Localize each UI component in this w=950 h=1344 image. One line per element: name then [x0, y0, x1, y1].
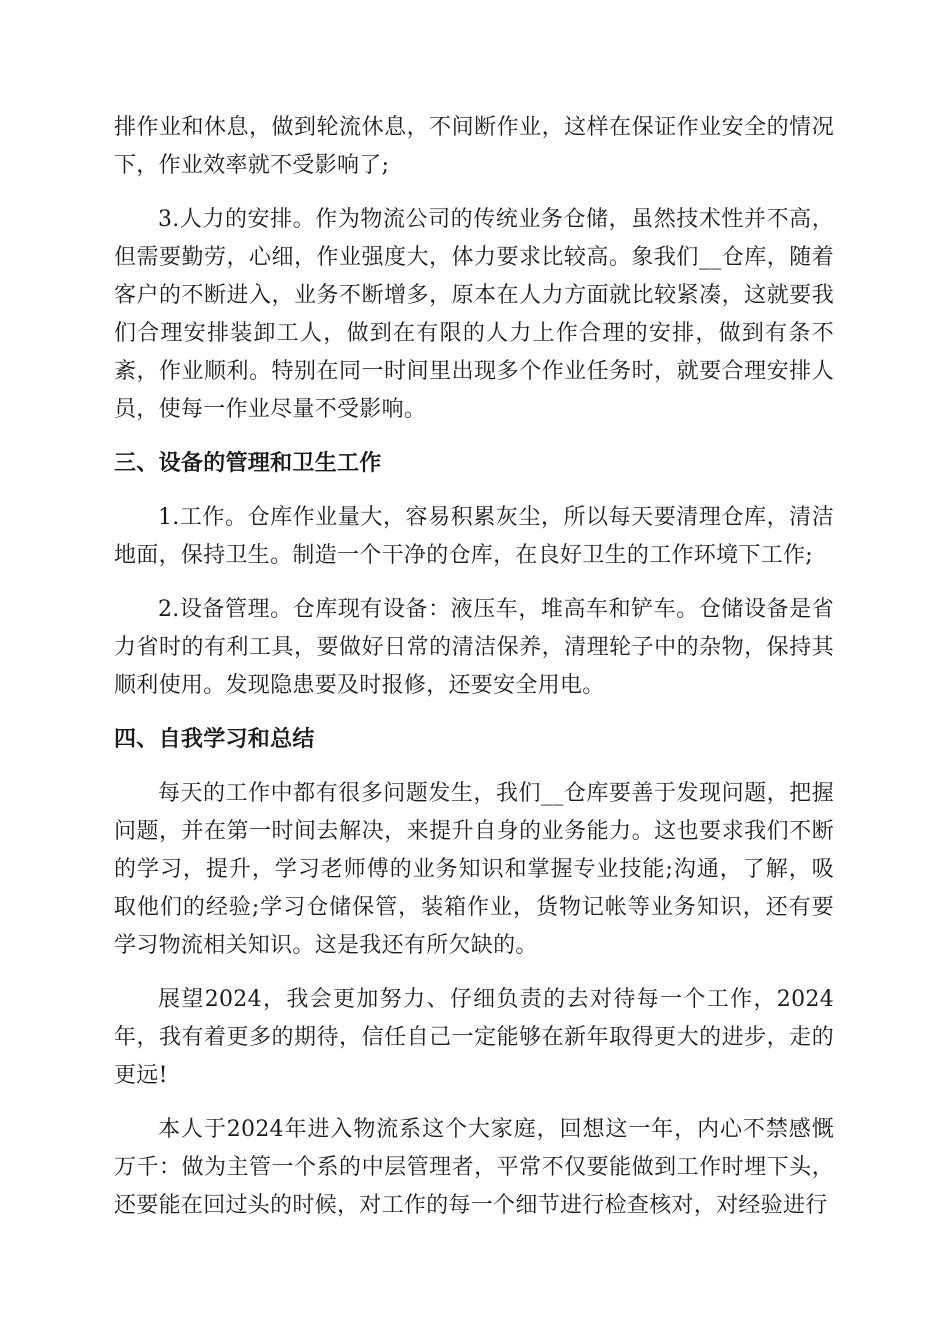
paragraph-continued-rest-schedule: 排作业和休息，做到轮流休息，不间断作业，这样在保证作业安全的情况下，作业效率就不受影响了; [114, 115, 834, 178]
section-heading-equipment: 三、设备的管理和卫生工作 [114, 451, 382, 476]
paragraph-daily-problems: 每天的工作中都有很多问题发生，我们__仓库要善于发现问题，把握问题，并在第一时间去解决，来提升自身的业务能力。这也要求我们不断的学习，提升，学习老师傅的业务知识和掌握专业技能;沟通，了解，吸取他们的经验;学习仓储保管，装箱作业，货物记帐等业务知识，还有要学习物流相关知识。这是我还有所欠缺的。 [114, 781, 834, 958]
section-heading-self-learning: 四、自我学习和总结 [114, 727, 315, 752]
document-page [114, 109, 834, 1225]
paragraph-equipment-management: 2.设备管理。仓库现有设备：液压车，堆高车和铲车。仓储设备是省力省时的有利工具，要做好日常的清洁保养，清理轮子中的杂物，保持其顺利使用。发现隐患要及时报修，还要安全用电。 [114, 597, 834, 698]
paragraph-manpower-arrangement: 3.人力的安排。作为物流公司的传统业务仓储，虽然技术性并不高，但需要勤劳，心细，作业强度大，体力要求比较高。象我们__仓库，随着客户的不断进入，业务不断增多，原本在人力方面就比较紧凑，这就要我们合理安排装卸工人，做到在有限的人力上作合理的安排，做到有条不紊，作业顺利。特别在同一时间里出现多个作业任务时，就要合理安排人员，使每一作业尽量不受影响。 [114, 207, 834, 422]
paragraph-cleaning-work: 1.工作。仓库作业量大，容易积累灰尘，所以每天要清理仓库，清洁地面，保持卫生。制造一个干净的仓库，在良好卫生的工作环境下工作; [114, 505, 834, 568]
paragraph-personal-review: 本人于2024年进入物流系这个大家庭，回想这一年，内心不禁感慨万千：做为主管一个系的中层管理者，平常不仅要能做到工作时埋下头，还要能在回过头的时候，对工作的每一个细节进行检查核对，对经验进行 [114, 1117, 834, 1218]
paragraph-outlook: 展望2024，我会更加努力、仔细负责的去对待每一个工作，2024年，我有着更多的期待，信任自己一定能够在新年取得更大的进步，走的更远! [114, 987, 834, 1088]
